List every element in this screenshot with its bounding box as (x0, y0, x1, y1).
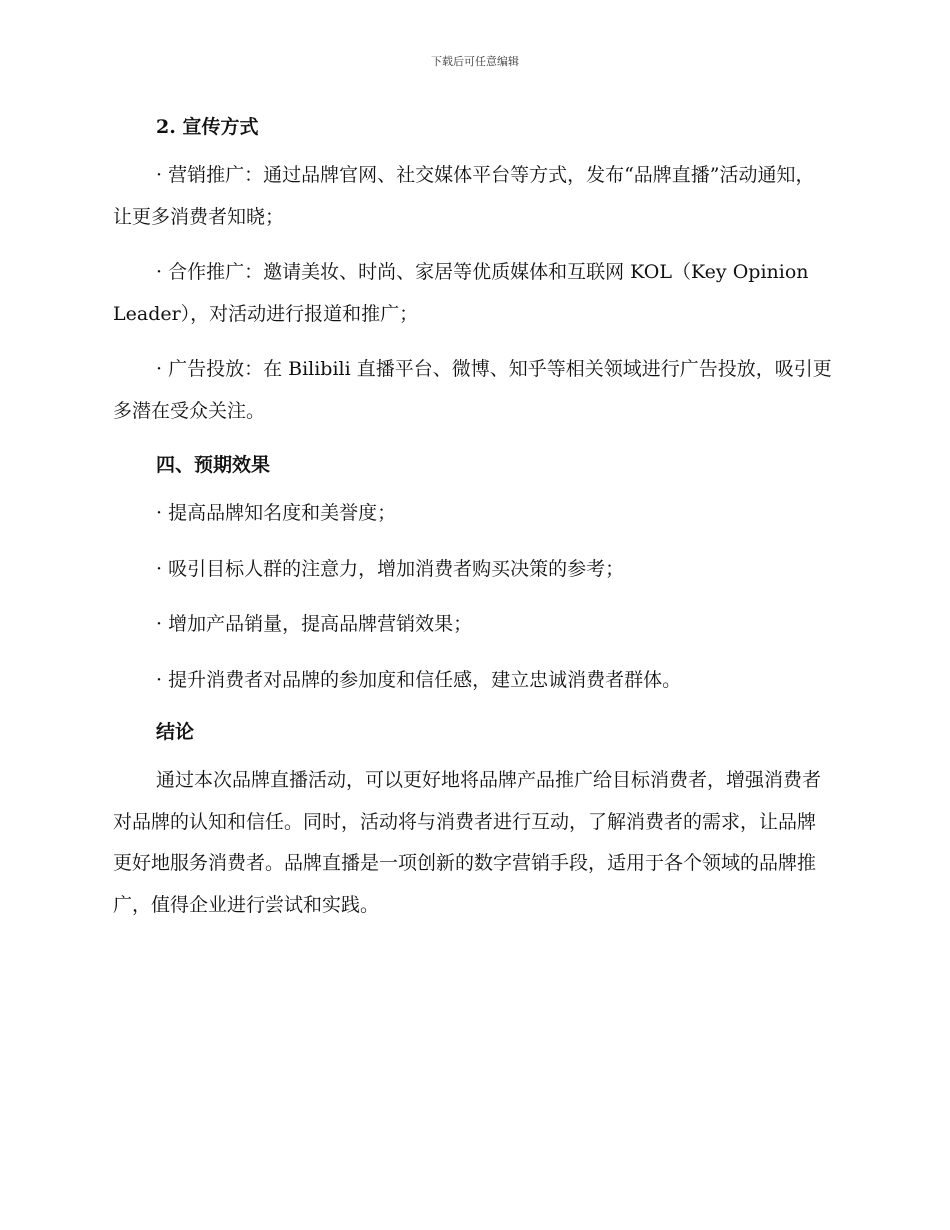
effect-item-awareness: · 提高品牌知名度和美誉度； (156, 502, 397, 524)
spacer (113, 238, 833, 252)
spacer (113, 482, 833, 493)
promo-item-advertising: · 广告投放：在 Bilibili 直播平台、微博、知乎等相关领域进行广告投放，吸引更多潜在受众关注。 (113, 358, 832, 422)
heading-conclusion: 结论 (156, 721, 195, 743)
spacer (113, 535, 833, 549)
spacer (113, 144, 833, 155)
spacer (113, 432, 833, 448)
conclusion-paragraph: 通过本次品牌直播活动，可以更好地将品牌产品推广给目标消费者，增强消费者对品牌的认知和信任。同时，活动将与消费者进行互动，了解消费者的需求，让品牌更好地服务消费者。品牌直播是一项创新的数字营销手段，适用于各个领域的品牌推广，值得企业进行尝试和实践。 (113, 769, 822, 916)
heading-expected-effects: 四、预期效果 (156, 454, 271, 476)
spacer (113, 335, 833, 349)
effect-item-attention: · 吸引目标人群的注意力，增加消费者购买决策的参考； (156, 557, 625, 580)
effect-item-sales: · 增加产品销量，提高品牌营销效果； (156, 613, 473, 635)
spacer (113, 646, 833, 660)
spacer (113, 749, 833, 760)
page-header: 下载后可任意编辑 (431, 55, 519, 68)
spacer (113, 701, 833, 715)
document-body (113, 110, 833, 926)
promo-item-marketing: · 营销推广：通过品牌官网、社交媒体平台等方式，发布“品牌直播”活动通知，让更多消费者知晓； (113, 164, 815, 228)
effect-item-loyalty: · 提升消费者对品牌的参加度和信任感，建立忠诚消费者群体。 (156, 668, 682, 691)
promo-item-cooperation: · 合作推广：邀请美妆、时尚、家居等优质媒体和互联网 KOL（Key Opinion Leader），对活动进行报道和推广； (113, 261, 809, 325)
heading-promotion-methods: 2. 宣传方式 (156, 116, 259, 138)
spacer (113, 590, 833, 604)
